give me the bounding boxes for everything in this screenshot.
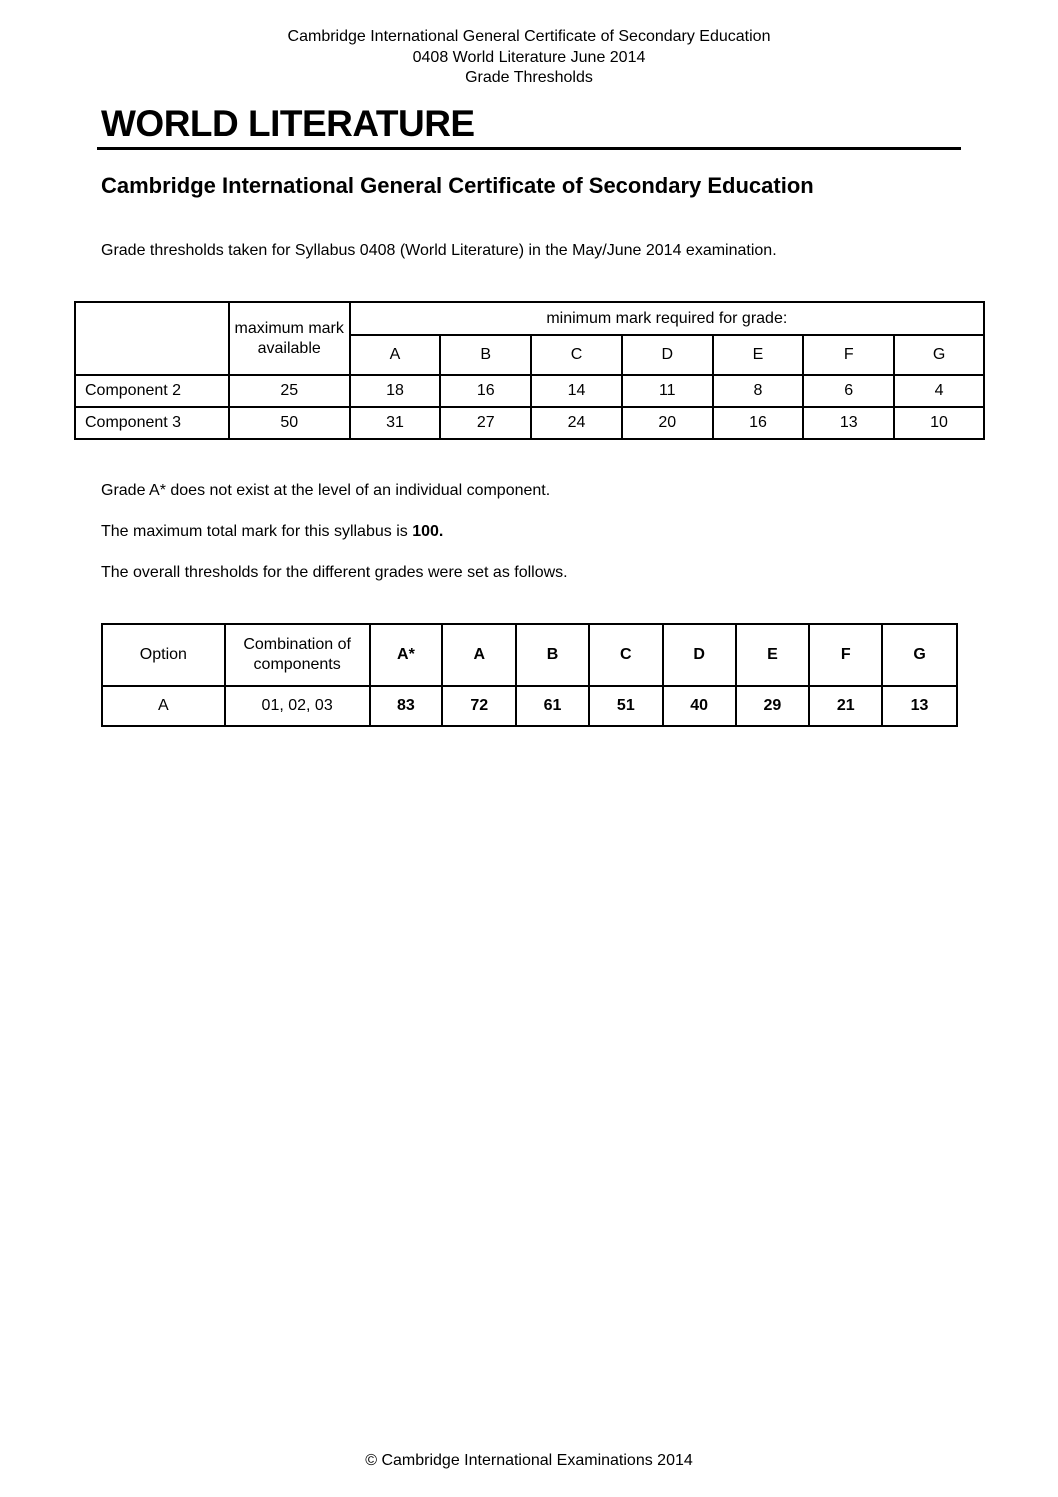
component-thresholds-table bbox=[74, 301, 985, 440]
mark-cell: 29 bbox=[736, 686, 810, 726]
mark-cell: 31 bbox=[350, 407, 441, 439]
grade-header: C bbox=[589, 624, 663, 686]
grade-header: B bbox=[516, 624, 589, 686]
mark-cell: 40 bbox=[663, 686, 736, 726]
mark-cell: 27 bbox=[440, 407, 531, 439]
max-mark-cell: 50 bbox=[229, 407, 350, 439]
table-row bbox=[102, 686, 957, 726]
grade-header: G bbox=[894, 335, 984, 375]
option-cell: A bbox=[102, 686, 225, 726]
mark-cell: 14 bbox=[531, 375, 622, 407]
table-row bbox=[75, 407, 984, 439]
mark-cell: 11 bbox=[622, 375, 713, 407]
combination-header: Combination of components bbox=[225, 624, 370, 686]
mark-cell: 8 bbox=[713, 375, 804, 407]
grade-header: D bbox=[622, 335, 713, 375]
mark-cell: 16 bbox=[440, 375, 531, 407]
max-total-value: 100. bbox=[412, 523, 444, 540]
mark-cell: 6 bbox=[803, 375, 894, 407]
overall-note: The overall thresholds for the different grades were set as follows. bbox=[101, 564, 568, 581]
mark-cell: 13 bbox=[882, 686, 957, 726]
mark-cell: 20 bbox=[622, 407, 713, 439]
intro-text: Grade thresholds taken for Syllabus 0408 (World Literature) in the May/June 2014 examination. bbox=[101, 242, 777, 259]
corner-cell bbox=[75, 302, 229, 375]
max-mark-cell: 25 bbox=[229, 375, 350, 407]
grade-header: D bbox=[663, 624, 736, 686]
astar-note: Grade A* does not exist at the level of an individual component. bbox=[101, 482, 551, 499]
grade-header: A* bbox=[370, 624, 443, 686]
option-header: Option bbox=[102, 624, 225, 686]
grade-header: A bbox=[442, 624, 516, 686]
grade-header: F bbox=[809, 624, 882, 686]
component-label: Component 3 bbox=[75, 407, 229, 439]
page-subtitle: Cambridge International General Certificate of Secondary Education bbox=[101, 173, 814, 198]
mark-cell: 51 bbox=[589, 686, 663, 726]
mark-cell: 61 bbox=[516, 686, 589, 726]
mark-cell: 18 bbox=[350, 375, 441, 407]
grade-header: B bbox=[440, 335, 531, 375]
grade-header: C bbox=[531, 335, 622, 375]
mark-cell: 4 bbox=[894, 375, 984, 407]
min-mark-header: minimum mark required for grade: bbox=[350, 302, 984, 335]
mark-cell: 10 bbox=[894, 407, 984, 439]
grade-header: A bbox=[350, 335, 441, 375]
page-title: WORLD LITERATURE bbox=[101, 103, 475, 144]
max-total-text: The maximum total mark for this syllabus is bbox=[101, 523, 408, 540]
overall-thresholds-table bbox=[101, 623, 958, 727]
mark-cell: 72 bbox=[442, 686, 516, 726]
grade-header: F bbox=[803, 335, 894, 375]
mark-cell: 21 bbox=[809, 686, 882, 726]
title-rule bbox=[97, 147, 961, 150]
component-label: Component 2 bbox=[75, 375, 229, 407]
grade-header: E bbox=[736, 624, 810, 686]
mark-cell: 13 bbox=[803, 407, 894, 439]
copyright-footer: © Cambridge International Examinations 2014 bbox=[365, 1452, 693, 1469]
mark-cell: 83 bbox=[370, 686, 443, 726]
table-row bbox=[75, 375, 984, 407]
document-header bbox=[0, 27, 1058, 89]
combination-cell: 01, 02, 03 bbox=[225, 686, 370, 726]
mark-cell: 24 bbox=[531, 407, 622, 439]
mark-cell: 16 bbox=[713, 407, 804, 439]
grade-header: E bbox=[713, 335, 804, 375]
header-line-2: 0408 World Literature June 2014 bbox=[412, 48, 646, 66]
header-line-3: Grade Thresholds bbox=[465, 69, 593, 86]
header-line-1: Cambridge International General Certificate of Secondary Education bbox=[287, 28, 771, 45]
grade-header: G bbox=[882, 624, 957, 686]
max-mark-header: maximum mark available bbox=[229, 302, 350, 375]
max-total-note bbox=[101, 523, 443, 541]
